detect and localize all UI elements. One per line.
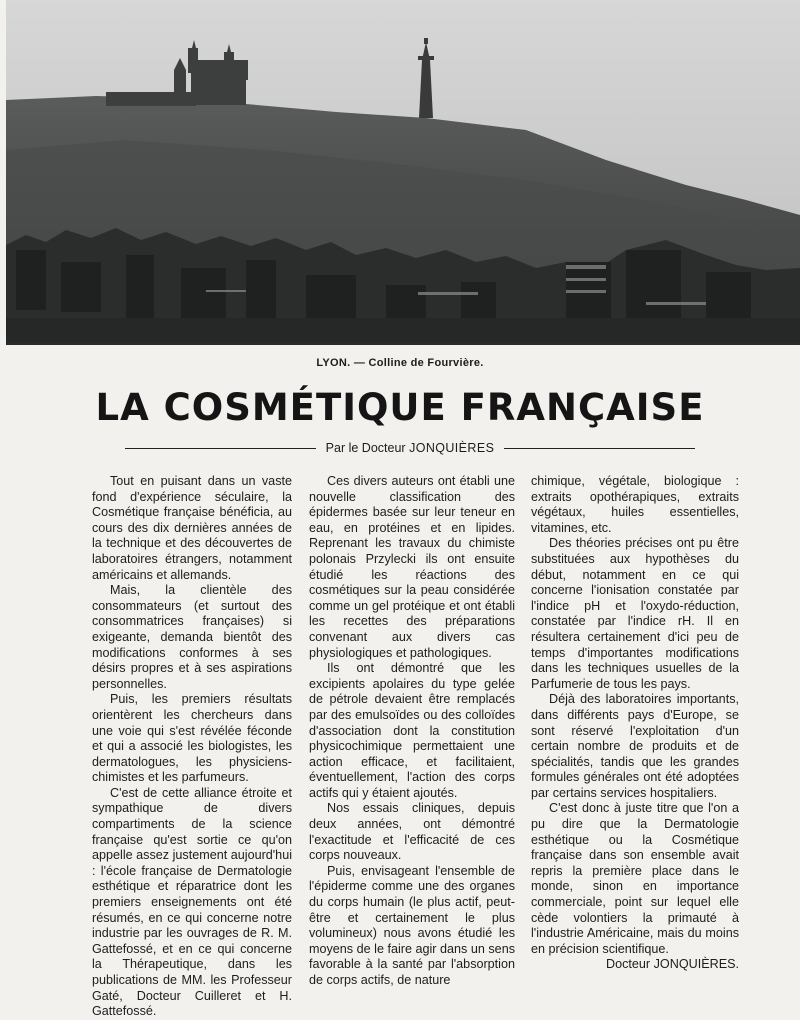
paragraph: Puis, les premiers résultats orientèrent les chercheurs dans une voie qui s'est révélée féconde et qui a associé les biologistes, les dermatologues, les physiciens-chimistes et les parfumeurs. [92, 692, 292, 785]
column-3 [531, 474, 739, 973]
photo-caption: LYON. — Colline de Fourvière. [316, 357, 484, 369]
byline-rule-right [504, 448, 695, 449]
signature: Docteur JONQUIÈRES. [606, 957, 739, 972]
paragraph: Mais, la clientèle des consommateurs (et surtout des consommatrices françaises) si exigeante, demanda bientôt des modifications conformes à ses désirs propres et à ses aspirations personnelles. [92, 583, 292, 691]
column-2 [309, 474, 515, 989]
byline-prefix: Par le Docteur [325, 441, 406, 455]
paragraph: Ces divers auteurs ont établi une nouvelle classification des épidermes basée sur leur teneur en eau, en protéines et en lipides. Reprenant les travaux du chimiste polonais Przylecki ils ont ensuite étudié les réactions des cosmétiques sur la peau considérée comme un gel protéique et ont établi les recettes des préparations convenant aux divers cas physiologiques et pathologiques. [309, 474, 515, 660]
byline-author: JONQUIÈRES [409, 441, 495, 455]
lyon-fourviere-photo [6, 0, 800, 345]
paragraph: Nos essais cliniques, depuis deux années, ont démontré l'exactitude et l'efficacité de ces corps nouveaux. [309, 801, 515, 863]
byline-text [326, 441, 495, 455]
column-1 [92, 474, 292, 1020]
paragraph: Déjà des laboratoires importants, dans différents pays d'Europe, se sont réservé l'exploitation d'un certain nombre de produits et de spécialités, tandis que les grandes formules générales ont été adoptées par certains services hospitaliers. [531, 692, 739, 800]
paragraph: C'est donc à juste titre que l'on a pu dire que la Dermatologie esthétique ou la Cosmétique française dans son ensemble avait repris la première place dans le monde, sinon en importance commerciale, point sur lequel elle cède volontiers la primauté à l'industrie Américaine, mais du moins en précision scientifique. [531, 801, 739, 956]
byline-rule-left [125, 448, 316, 449]
paragraph: Puis, envisageant l'ensemble de l'épiderme comme une des organes du corps humain (le plus actif, peut-être et certainement le plus volumineux) nous avons étudié les moyens de le faire agir dans un sens favorable à la santé par l'absorption de corps actifs, de nature [309, 863, 515, 987]
paragraph: Ils ont démontré que les excipients apolaires du type gelée de pétrole devaient être remplacés par des emulsoïdes ou des colloïdes d'association dont la constitution physicochimique permettaient une action efficace, et facilitaient, éventuellement, l'action des corps actifs qui y étaient ajoutés. [309, 661, 515, 800]
paragraph: Des théories précises ont pu être substituées aux hypothèses du début, notamment en ce qui concerne l'ionisation constatée par l'indice pH et l'oxydo-réduction, constatée par l'indice rH. Il en résultera certainement d'ici peu de temps d'importantes modifications dans les techniques usuelles de la Parfumerie de tous les pays. [531, 536, 739, 691]
paragraph: chimique, végétale, biologique : extraits opothérapiques, extraits végétaux, huiles essentielles, vitamines, etc. [531, 474, 739, 535]
article-title: LA COSMÉTIQUE FRANÇAISE [95, 386, 705, 429]
byline [125, 441, 695, 455]
paragraph: Tout en puisant dans un vaste fond d'expérience séculaire, la Cosmétique française bénéficia, au cours des dix dernières années de la technique et des découvertes de laboratoires étrangers, notamment américains et allemands. [92, 474, 292, 582]
paragraph: C'est de cette alliance étroite et sympathique de divers compartiments de la science française qu'est sortie ce qu'on appelle assez justement aujourd'hui : l'école française de Dermatologie esthétique et réparatrice dont les premiers enseignements ont été résumés, en ce qui concerne notre industrie par les ouvrages de R. M. Gattefossé, et en ce qui concerne la Thérapeutique, dans les publications de MM. les Professeur Gaté, Docteur Cuilleret et H. Gattefossé. [92, 785, 292, 1019]
